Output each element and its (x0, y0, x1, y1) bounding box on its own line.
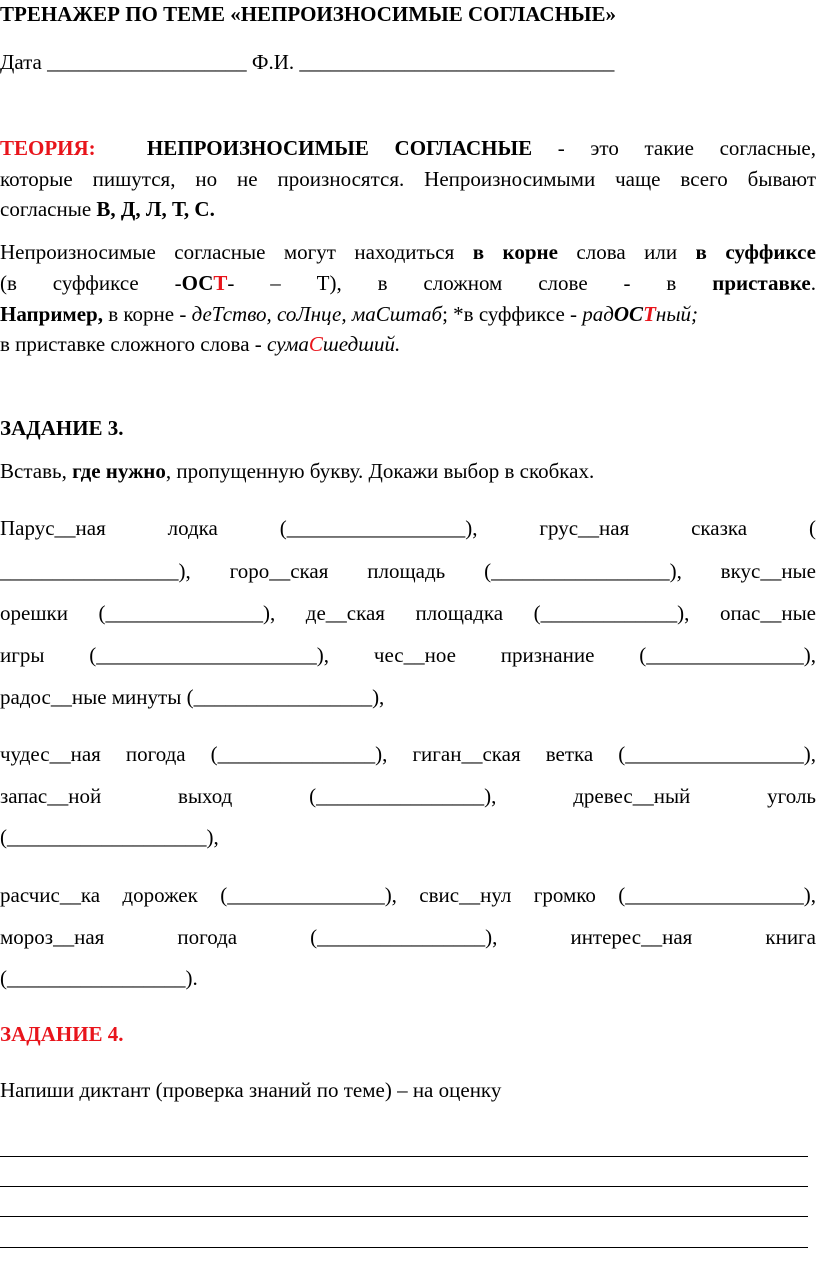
theory-line-1 (0, 136, 816, 161)
t-p2-3f: ОС (613, 302, 644, 326)
theory-p2-line-1 (0, 240, 816, 265)
theory-line-3-prefix: согласные (0, 197, 97, 221)
theory-p2-line-4 (0, 332, 816, 357)
task3-heading: ЗАДАНИЕ 3. (0, 416, 124, 440)
t-p2-4c: С (308, 332, 323, 356)
t-p2-1c: слова или (557, 240, 696, 264)
t-p2-3h: ный; (655, 302, 699, 326)
t-p2-1b: в корне (472, 240, 558, 264)
task3-instruction (0, 459, 816, 484)
t-p2-2b: ОС (181, 271, 214, 295)
t-p2-3g: Т (643, 302, 656, 326)
theory-line-2: которые пишутся, но не произносятся. Непроизносимыми чаще всего бывают (0, 167, 816, 191)
t-p2-4a: в приставке сложного слова - (0, 332, 268, 356)
exercise-line-7: запас__ной выход (________________), древес__ный уголь (0, 784, 816, 808)
exercise-line-5: радос__ные минуты (_________________), (0, 685, 385, 709)
exercise-line-9: расчис__ка дорожек (_______________), свис__нул громко (_________________), (0, 883, 816, 907)
date-name-line: Дата ___________________ Ф.И. ______________________________ (0, 50, 615, 74)
t-p2-2c: Т (213, 271, 228, 295)
exercise-line-1: Парус__ная лодка (_________________), грус__ная сказка ( (0, 516, 816, 540)
t-p2-3e: рад (582, 302, 614, 326)
task3-instr-c: , пропущенную букву. Докажи выбор в скобках. (165, 459, 595, 483)
exercise-line-6: чудес__ная погода (_______________), гиган__ская ветка (_________________), (0, 742, 816, 766)
writing-line-3 (0, 1216, 808, 1217)
theory-term: НЕПРОИЗНОСИМЫЕ СОГЛАСНЫЕ (146, 136, 533, 160)
t-p2-2f: . (810, 271, 816, 295)
theory-label: ТЕОРИЯ: (0, 136, 96, 160)
t-p2-1a: Непроизносимые согласные могут находиться (0, 240, 473, 264)
t-p2-4b: сума (267, 332, 309, 356)
writing-line-1 (0, 1156, 808, 1157)
exercise-line-11: (_________________). (0, 966, 198, 990)
t-p2-4d: шедший. (322, 332, 401, 356)
writing-line-4 (0, 1247, 808, 1248)
t-p2-1d: в суффиксе (695, 240, 816, 264)
t-p2-2e: приставке (712, 271, 811, 295)
t-p2-3c: деТство, соЛнце, маСштаб (191, 302, 443, 326)
writing-line-2 (0, 1186, 808, 1187)
exercise-line-8: (___________________), (0, 825, 219, 849)
task3-instr-b: где нужно (72, 459, 166, 483)
task4-heading: ЗАДАНИЕ 4. (0, 1022, 124, 1046)
theory-line-3 (0, 197, 816, 222)
theory-letters: В, Д, Л, Т, С. (96, 197, 215, 221)
theory-p2-line-2 (0, 271, 816, 296)
exercise-line-10: мороз__ная погода (________________), интерес__ная книга (0, 925, 816, 949)
exercise-line-4: игры (_____________________), чес__ное признание (_______________), (0, 643, 816, 667)
exercise-line-3: орешки (_______________), де__ская площадка (_____________), опас__ные (0, 601, 816, 625)
theory-p2-line-3 (0, 302, 816, 327)
t-p2-3a: Например, (0, 302, 103, 326)
task3-instr-a: Вставь, (0, 459, 73, 483)
t-p2-2a: (в суффиксе - (0, 271, 182, 295)
task4-instruction: Напиши диктант (проверка знаний по теме) – на оценку (0, 1078, 502, 1102)
theory-def: - это такие согласные, (532, 136, 816, 160)
exercise-line-2: _________________), горо__ская площадь (_________________), вкус__ные (0, 559, 816, 583)
t-p2-3d: ; *в суффиксе - (442, 302, 583, 326)
page-title: ТРЕНАЖЕР ПО ТЕМЕ «НЕПРОИЗНОСИМЫЕ СОГЛАСНЫЕ» (0, 2, 617, 26)
t-p2-2d: - – Т), в сложном слове - в (227, 271, 713, 295)
t-p2-3b: в корне - (103, 302, 192, 326)
